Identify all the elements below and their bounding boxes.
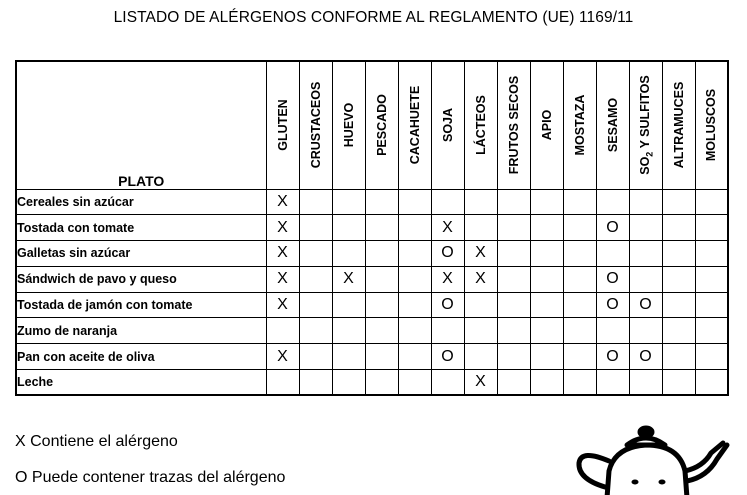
allergen-mark-cell — [365, 292, 398, 318]
allergen-mark-cell — [695, 241, 728, 267]
allergen-mark-cell: X — [266, 189, 299, 215]
allergen-mark-cell: O — [596, 344, 629, 370]
allergen-mark-cell: O — [629, 292, 662, 318]
allergen-mark-cell — [299, 266, 332, 292]
allergen-mark-cell: X — [431, 215, 464, 241]
allergen-label: FRUTOS SECOS — [506, 76, 521, 175]
allergen-mark-cell — [629, 318, 662, 344]
allergen-mark-cell — [464, 215, 497, 241]
allergen-mark-cell: O — [431, 344, 464, 370]
allergen-mark-cell: O — [431, 292, 464, 318]
table-row — [16, 215, 728, 241]
allergen-mark-cell — [464, 292, 497, 318]
allergen-mark-cell — [365, 241, 398, 267]
allergen-mark-cell — [596, 318, 629, 344]
allergen-mark-cell — [497, 344, 530, 370]
allergen-mark-cell — [332, 189, 365, 215]
allergen-mark-cell — [662, 266, 695, 292]
dish-name: Leche — [16, 370, 266, 396]
allergen-label: PESCADO — [374, 94, 389, 157]
allergen-mark-cell — [695, 189, 728, 215]
allergen-mark-cell — [629, 266, 662, 292]
allergen-mark-cell: X — [464, 241, 497, 267]
allergen-mark-cell — [530, 189, 563, 215]
allergen-mark-cell — [365, 215, 398, 241]
allergen-mark-cell — [431, 370, 464, 396]
allergen-mark-cell — [530, 215, 563, 241]
allergen-mark-cell — [695, 318, 728, 344]
allergen-table — [15, 60, 729, 396]
allergen-mark-cell — [398, 370, 431, 396]
allergen-mark-cell: X — [464, 266, 497, 292]
allergen-label: $SO_2$ Y SULFITOS — [637, 75, 654, 175]
allergen-mark-cell — [530, 292, 563, 318]
allergen-mark-cell: X — [464, 370, 497, 396]
allergen-mark-cell — [332, 318, 365, 344]
page-title: LISTADO DE ALÉRGENOS CONFORME AL REGLAMENTO (UE) 1169/11 — [113, 9, 634, 26]
dish-name: Cereales sin azúcar — [16, 189, 266, 215]
allergen-mark-cell — [398, 292, 431, 318]
allergen-label: CACAHUETE — [407, 86, 422, 165]
dish-column-header: PLATO — [16, 61, 266, 189]
allergen-mark-cell — [563, 189, 596, 215]
allergen-column-header — [629, 61, 662, 189]
allergen-mark-cell: X — [332, 266, 365, 292]
allergen-column-header — [398, 61, 431, 189]
allergen-mark-cell — [332, 344, 365, 370]
allergen-mark-cell — [695, 215, 728, 241]
table-row — [16, 370, 728, 396]
allergen-mark-cell — [266, 370, 299, 396]
allergen-column-header — [266, 61, 299, 189]
allergen-mark-cell — [332, 241, 365, 267]
allergen-mark-cell: O — [431, 241, 464, 267]
allergen-mark-cell — [365, 189, 398, 215]
allergen-column-header — [365, 61, 398, 189]
allergen-mark-cell — [530, 344, 563, 370]
allergen-mark-cell: O — [596, 292, 629, 318]
allergen-mark-cell — [365, 370, 398, 396]
allergen-mark-cell: O — [596, 215, 629, 241]
allergen-mark-cell: O — [629, 344, 662, 370]
allergen-mark-cell — [530, 241, 563, 267]
dish-name: Pan con aceite de oliva — [16, 344, 266, 370]
allergen-mark-cell — [497, 318, 530, 344]
allergen-mark-cell — [695, 344, 728, 370]
table-row — [16, 318, 728, 344]
allergen-mark-cell — [497, 215, 530, 241]
allergen-mark-cell — [497, 370, 530, 396]
allergen-label: HUEVO — [341, 103, 356, 148]
allergen-mark-cell — [662, 292, 695, 318]
table-body — [16, 189, 728, 395]
teapot-mascot-icon — [575, 423, 747, 495]
allergen-column-header — [431, 61, 464, 189]
allergen-mark-cell — [629, 370, 662, 396]
allergen-mark-cell — [332, 370, 365, 396]
allergen-mark-cell: X — [266, 344, 299, 370]
allergen-label: GLUTEN — [275, 99, 290, 151]
dish-name: Sándwich de pavo y queso — [16, 266, 266, 292]
allergen-mark-cell — [398, 266, 431, 292]
allergen-mark-cell — [629, 215, 662, 241]
allergen-label: CRUSTACEOS — [308, 81, 323, 169]
allergen-mark-cell — [464, 318, 497, 344]
allergen-mark-cell — [563, 292, 596, 318]
allergen-column-header — [299, 61, 332, 189]
allergen-mark-cell — [530, 370, 563, 396]
allergen-mark-cell — [365, 266, 398, 292]
allergen-mark-cell — [596, 370, 629, 396]
allergen-mark-cell: X — [431, 266, 464, 292]
allergen-label: LÁCTEOS — [473, 95, 488, 156]
dish-name: Tostada con tomate — [16, 215, 266, 241]
allergen-column-header — [497, 61, 530, 189]
allergen-mark-cell — [596, 189, 629, 215]
allergen-mark-cell — [695, 370, 728, 396]
allergen-mark-cell — [629, 241, 662, 267]
allergen-mark-cell — [299, 344, 332, 370]
allergen-mark-cell — [398, 318, 431, 344]
allergen-mark-cell — [365, 318, 398, 344]
table-row — [16, 241, 728, 267]
allergen-mark-cell — [332, 215, 365, 241]
allergen-mark-cell — [398, 241, 431, 267]
dish-name: Tostada de jamón con tomate — [16, 292, 266, 318]
table-header-row — [16, 61, 728, 189]
allergen-mark-cell — [695, 266, 728, 292]
allergen-mark-cell — [563, 318, 596, 344]
legend-traces: O Puede contener trazas del alérgeno — [15, 469, 286, 486]
allergen-mark-cell — [629, 189, 662, 215]
allergen-label: MOSTAZA — [572, 94, 587, 156]
allergen-mark-cell — [563, 241, 596, 267]
table-row — [16, 266, 728, 292]
allergen-mark-cell — [365, 344, 398, 370]
allergen-mark-cell — [431, 318, 464, 344]
allergen-mark-cell — [299, 292, 332, 318]
allergen-column-header — [332, 61, 365, 189]
allergen-mark-cell — [563, 370, 596, 396]
allergen-mark-cell — [563, 266, 596, 292]
allergen-mark-cell — [596, 241, 629, 267]
allergen-mark-cell — [662, 215, 695, 241]
allergen-mark-cell: X — [266, 266, 299, 292]
allergen-mark-cell — [695, 292, 728, 318]
allergen-mark-cell: X — [266, 241, 299, 267]
allergen-mark-cell — [332, 292, 365, 318]
allergen-column-header — [530, 61, 563, 189]
allergen-mark-cell — [464, 344, 497, 370]
allergen-mark-cell — [266, 318, 299, 344]
allergen-column-header — [596, 61, 629, 189]
allergen-mark-cell — [530, 318, 563, 344]
allergen-mark-cell — [431, 189, 464, 215]
allergen-column-header — [662, 61, 695, 189]
table-row — [16, 344, 728, 370]
allergen-mark-cell — [299, 318, 332, 344]
allergen-mark-cell — [398, 215, 431, 241]
allergen-mark-cell — [497, 292, 530, 318]
allergen-mark-cell — [299, 189, 332, 215]
dish-name: Galletas sin azúcar — [16, 241, 266, 267]
allergen-label: MOLUSCOS — [704, 89, 719, 162]
allergen-mark-cell — [662, 370, 695, 396]
allergen-mark-cell — [299, 215, 332, 241]
allergen-mark-cell — [497, 189, 530, 215]
allergen-column-header — [464, 61, 497, 189]
allergen-mark-cell — [398, 344, 431, 370]
allergen-mark-cell — [497, 266, 530, 292]
allergen-mark-cell: X — [266, 292, 299, 318]
table-row — [16, 189, 728, 215]
allergen-column-header — [695, 61, 728, 189]
allergen-mark-cell — [662, 344, 695, 370]
allergen-mark-cell — [662, 241, 695, 267]
allergen-mark-cell: O — [596, 266, 629, 292]
legend-contains: X Contiene el alérgeno — [15, 433, 178, 450]
allergen-column-header — [563, 61, 596, 189]
allergen-mark-cell — [662, 189, 695, 215]
allergen-mark-cell — [464, 189, 497, 215]
allergen-mark-cell — [497, 241, 530, 267]
allergen-label: SESAMO — [605, 98, 620, 153]
allergen-mark-cell — [299, 370, 332, 396]
allergen-mark-cell — [662, 318, 695, 344]
dish-name: Zumo de naranja — [16, 318, 266, 344]
allergen-mark-cell — [563, 215, 596, 241]
allergen-label: APIO — [539, 109, 554, 141]
allergen-mark-cell — [530, 266, 563, 292]
allergen-mark-cell — [398, 189, 431, 215]
allergen-label: ALTRAMUCES — [671, 81, 686, 169]
allergen-mark-cell: X — [266, 215, 299, 241]
allergen-mark-cell — [299, 241, 332, 267]
allergen-label: SOJA — [440, 108, 455, 143]
table-row — [16, 292, 728, 318]
allergen-mark-cell — [563, 344, 596, 370]
